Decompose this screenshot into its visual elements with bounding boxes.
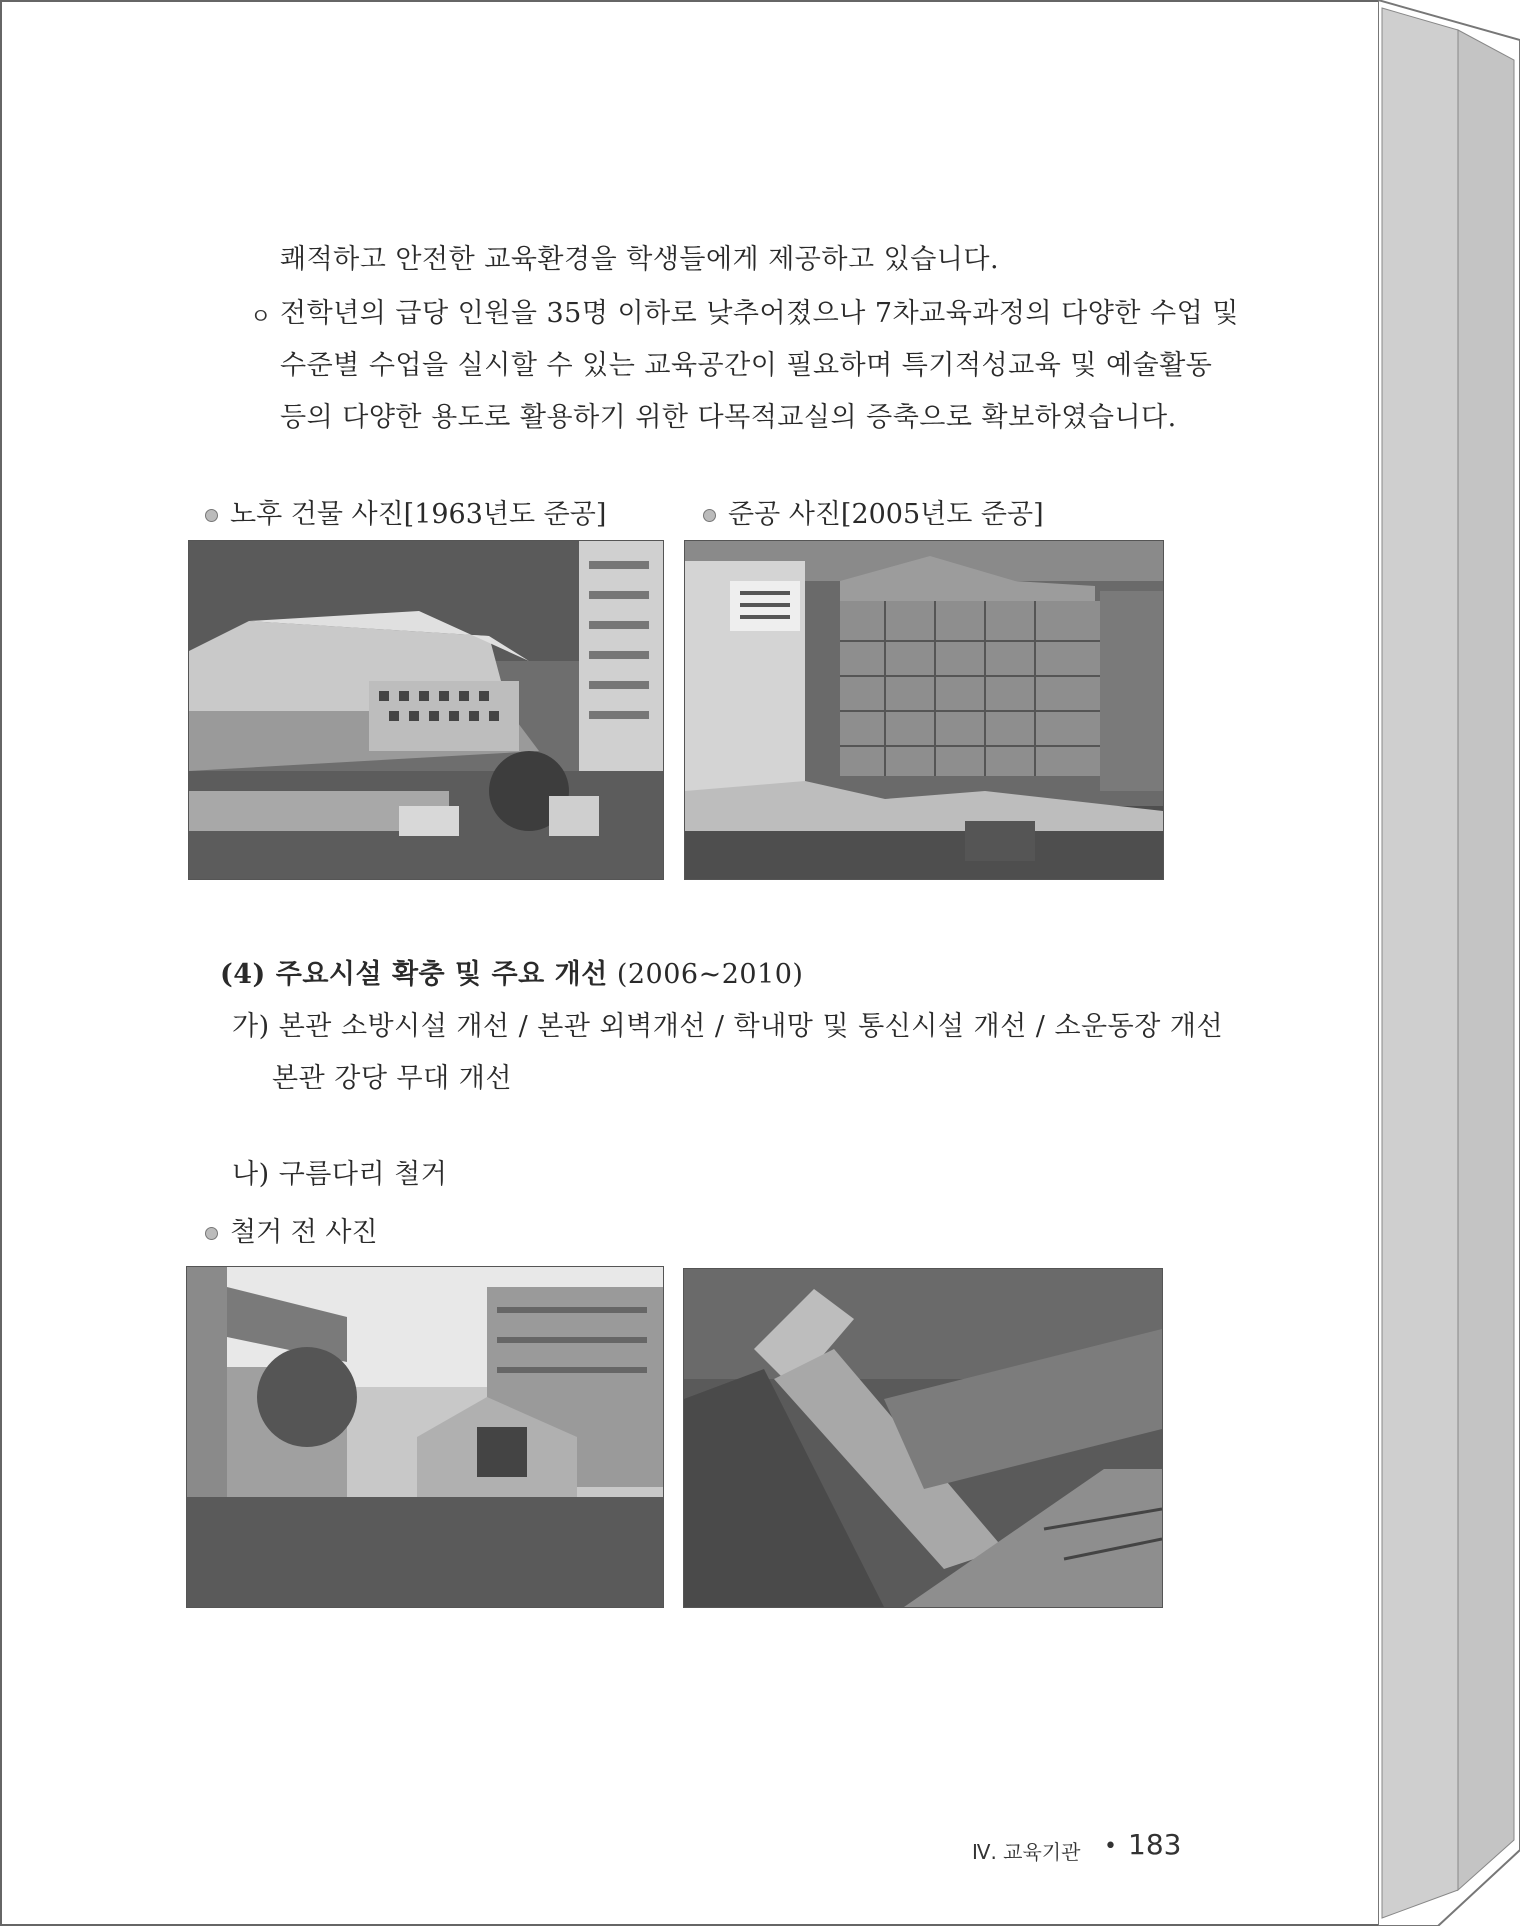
item-a-line-1: 가) 본관 소방시설 개선 / 본관 외벽개선 / 학내망 및 통신시설 개선 / 소운동장 개선 bbox=[232, 1011, 1224, 1042]
caption-dot-icon bbox=[205, 1227, 218, 1240]
paragraph-line-1: 쾌적하고 안전한 교육환경을 학생들에게 제공하고 있습니다. bbox=[280, 244, 1000, 275]
footer-bullet-icon: • bbox=[1104, 1834, 1117, 1859]
caption-completed-building: 준공 사진[2005년도 준공] bbox=[703, 492, 1044, 531]
completed-building-photo bbox=[684, 540, 1164, 880]
paragraph-line-3: 수준별 수업을 실시할 수 있는 교육공간이 필요하며 특기적성교육 및 예술활동 bbox=[280, 350, 1213, 381]
section-4-heading: (4) 주요시설 확충 및 주요 개선 (2006~2010) bbox=[220, 959, 804, 990]
item-b-heading: 나) 구름다리 철거 bbox=[232, 1159, 448, 1190]
book-edge bbox=[1378, 0, 1520, 1926]
old-building-photo bbox=[188, 540, 664, 880]
caption-dot-icon bbox=[205, 509, 218, 522]
footer-section-title: Ⅳ. 교육기관 bbox=[972, 1840, 1081, 1864]
paragraph-line-4: 등의 다양한 용도로 활용하기 위한 다목적교실의 증축으로 확보하였습니다. bbox=[280, 402, 1177, 433]
paragraph-line-2: 전학년의 급당 인원을 35명 이하로 낮추어졌으나 7차교육과정의 다양한 수업 및 bbox=[280, 298, 1239, 329]
caption-old-building: 노후 건물 사진[1963년도 준공] bbox=[205, 492, 606, 531]
caption-before-removal: 철거 전 사진 bbox=[205, 1210, 378, 1249]
caption-dot-icon bbox=[703, 509, 716, 522]
item-a-line-2: 본관 강당 무대 개선 bbox=[272, 1063, 512, 1094]
bridge-detail-photo bbox=[683, 1268, 1163, 1608]
bridge-street-photo bbox=[186, 1266, 664, 1608]
circle-bullet-icon: ㅇ bbox=[250, 305, 272, 330]
page-number: 183 bbox=[1128, 1828, 1182, 1861]
